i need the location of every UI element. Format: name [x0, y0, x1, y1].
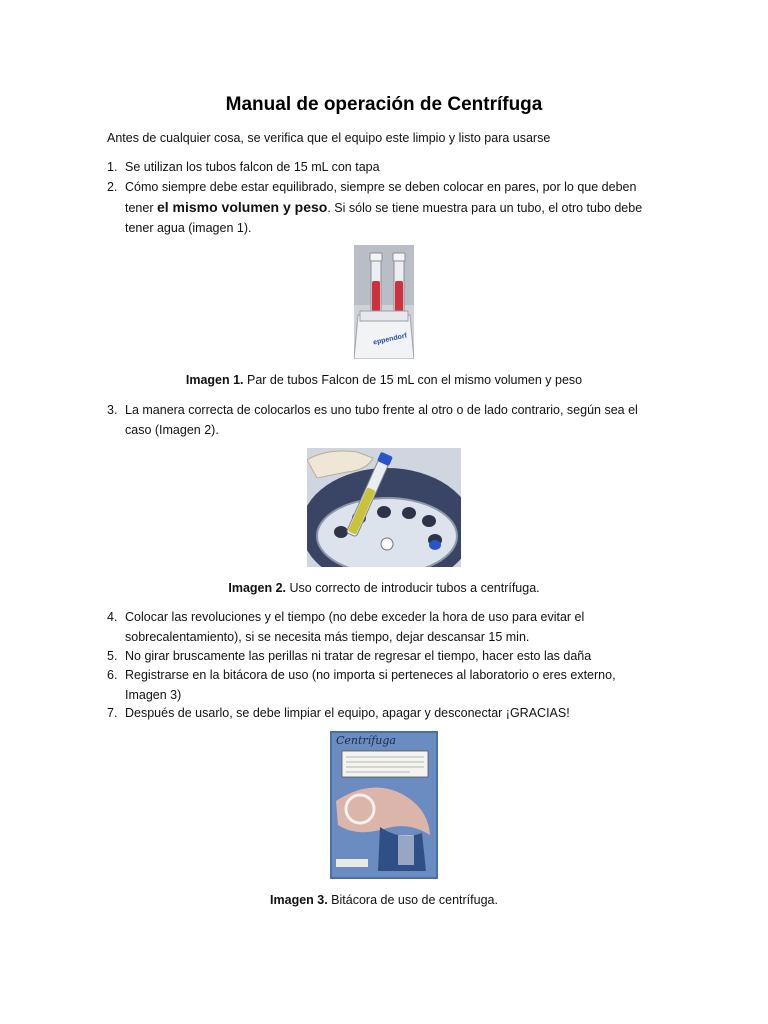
list-item	[107, 646, 652, 666]
list-text: Después de usarlo, se debe limpiar el equipo, apagar y desconectar ¡GRACIAS!	[125, 706, 570, 720]
logbook-cover-image	[330, 731, 438, 879]
list-item	[107, 607, 652, 647]
figure-falcon-tubes	[354, 245, 414, 359]
caption-text: Uso correcto de introducir tubos a centrífuga.	[286, 581, 540, 595]
list-item	[107, 703, 652, 723]
list-text	[125, 177, 652, 238]
centrifuge-rotor-image	[307, 448, 461, 567]
list-number: 6.	[107, 668, 118, 682]
list-text-after: . Si sólo se tiene muestra para un tubo, el otro tubo debe tener agua (imagen 1).	[125, 201, 643, 235]
list-number: 4.	[107, 610, 118, 624]
document-title: Manual de operación de Centrífuga	[225, 94, 543, 115]
list-text: Registrarse en la bitácora de uso (no importa si perteneces al laboratorio o eres externo, Imagen 3)	[125, 668, 616, 702]
eppendorf-logo: eppendorf	[372, 332, 408, 347]
figure-caption	[0, 892, 768, 908]
list-text: Colocar las revoluciones y el tiempo (no debe exceder la hora de uso para evitar el sobrecalentamiento), si se necesita más tiempo, dejar descansar 15 min.	[125, 610, 585, 644]
list-number: 7.	[107, 706, 118, 720]
list-text-before: Cómo siempre debe estar equilibrado, siempre se deben colocar en pares, por lo que deben tener	[125, 180, 637, 215]
logbook-cover-title: Centrífuga	[336, 734, 396, 747]
figure-logbook-cover	[330, 731, 438, 879]
figure-centrifuge-rotor	[307, 448, 461, 567]
intro-paragraph: Antes de cualquier cosa, se verifica que el equipo este limpio y listo para usarse	[107, 131, 551, 145]
caption-label: Imagen 1.	[185, 373, 244, 387]
list-number: 5.	[107, 649, 118, 663]
caption-label: Imagen 2.	[228, 581, 287, 595]
list-number: 1.	[107, 160, 118, 174]
figure-caption	[0, 372, 768, 388]
caption-text: Par de tubos Falcon de 15 mL con el mismo volumen y peso	[243, 373, 583, 387]
list-item	[107, 400, 652, 440]
list-text: Se utilizan los tubos falcon de 15 mL con tapa	[125, 160, 380, 174]
caption-label: Imagen 3.	[270, 893, 328, 907]
list-number: 2.	[107, 180, 118, 194]
list-item	[107, 157, 652, 177]
list-number: 3.	[107, 403, 118, 417]
figure-caption	[0, 580, 768, 596]
caption-text: Bitácora de uso de centrífuga.	[327, 893, 498, 907]
list-text: La manera correcta de colocarlos es uno tubo frente al otro o de lado contrario, según sea el caso (Imagen 2).	[125, 403, 638, 437]
list-text: No girar bruscamente las perillas ni tratar de regresar el tiempo, hacer esto las daña	[125, 649, 592, 663]
list-text-emphasis: el mismo volumen y peso	[156, 199, 328, 215]
list-item	[107, 177, 652, 238]
list-item	[107, 665, 652, 705]
